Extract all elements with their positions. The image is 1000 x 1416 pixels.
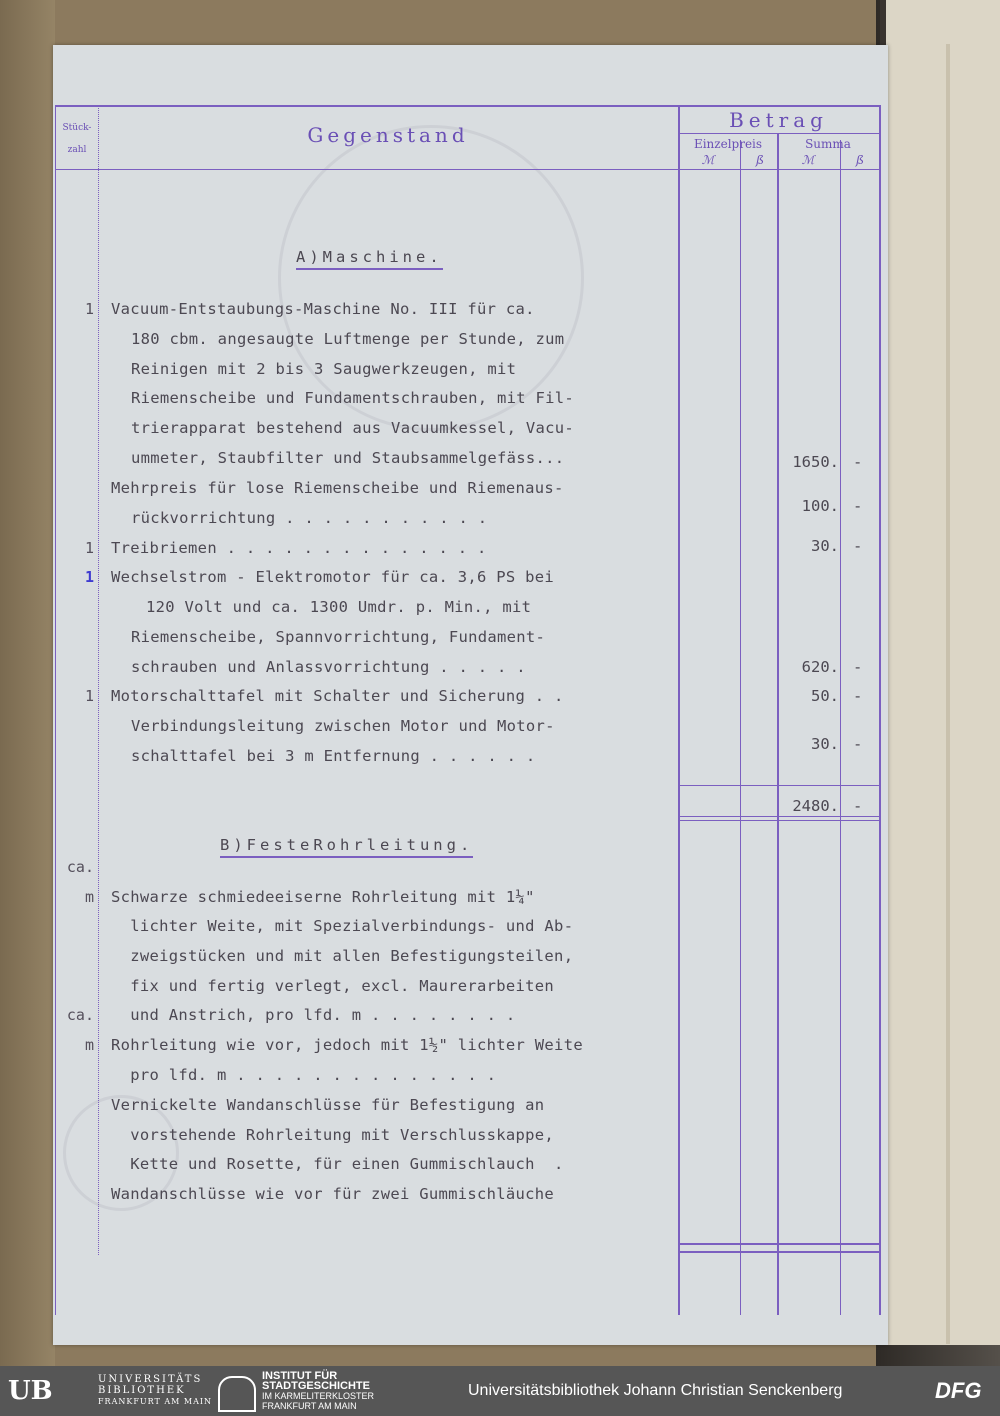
bottom-rule-1 <box>678 1243 879 1245</box>
quantity-label: ca. <box>66 858 94 876</box>
item-line: pro lfd. m . . . . . . . . . . . . . . <box>111 1066 497 1084</box>
item-sum-pfennig: - <box>853 497 863 515</box>
item-sum-pfennig: - <box>853 453 863 471</box>
pfennig-unit-label: ß <box>755 153 764 167</box>
item-line: Riemenscheibe und Fundamentschrauben, mit Fil- <box>131 389 575 407</box>
item-line: Schwarze schmiedeeiserne Rohrleitung mit 1¼" <box>111 888 535 906</box>
item-sum: 50. <box>811 687 839 705</box>
item-quantity: 1 <box>84 539 94 557</box>
item-line: Riemenscheibe, Spannvorrichtung, Fundament- <box>131 628 546 646</box>
ub-text: UNIVERSITÄTS BIBLIOTHEK FRANKFURT AM MAIN <box>98 1374 213 1406</box>
background-left <box>0 0 55 1366</box>
isg-text: INSTITUT FÜR STADTGESCHICHTE IM KARMELITERKLOSTER FRANKFURT AM MAIN <box>262 1370 375 1411</box>
subtotal-rule <box>678 785 879 786</box>
item-line: Verbindungsleitung zwischen Motor und Motor- <box>131 717 555 735</box>
item-line: Vernickelte Wandanschlüsse für Befestigung an <box>111 1096 545 1114</box>
footer-bar <box>0 1366 1000 1416</box>
einzelpreis-header: Einzelpreis <box>693 137 763 151</box>
underlying-sheet <box>880 0 1000 1345</box>
item-sum-pfennig: - <box>853 537 863 555</box>
table-left-border <box>55 105 56 1315</box>
betrag-header: Betrag <box>729 108 828 132</box>
section-a-total-pfennig: - <box>853 797 863 815</box>
library-credit: Universitätsbibliothek Johann Christian Senckenberg <box>468 1382 843 1399</box>
item-line: Vacuum-Entstaubungs-Maschine No. III für ca. <box>111 300 535 318</box>
item-line: zweigstücken und mit allen Befestigungsteilen, <box>111 947 574 965</box>
item-line: Wandanschlüsse wie vor für zwei Gummischläuche <box>111 1185 555 1203</box>
item-line: schrauben und Anlassvorrichtung . . . . . <box>131 658 526 676</box>
faded-stamp <box>278 125 584 431</box>
item-sum: 30. <box>811 537 839 555</box>
invoice-page <box>53 45 888 1345</box>
pf2-column-border <box>840 140 841 1315</box>
item-line: ummeter, Staubfilter und Staubsammelgefäss... <box>131 449 565 467</box>
item-line: Motorschalttafel mit Schalter und Sicherung . . <box>111 687 564 705</box>
total-rule-1 <box>678 816 879 817</box>
item-sum: 620. <box>801 658 839 676</box>
item-sum: 30. <box>811 735 839 753</box>
item-sum: 100. <box>801 497 839 515</box>
quantity-label: m <box>84 888 94 906</box>
summa-header: Summa <box>805 137 851 151</box>
qty-column-header: Stück- zahl <box>62 123 92 155</box>
item-sum: 1650. <box>792 453 839 471</box>
table-right-border <box>879 105 881 1315</box>
quantity-label: ca. <box>66 1006 94 1024</box>
isg-logo-icon <box>218 1376 256 1412</box>
mark-unit-label: ℳ <box>801 153 815 167</box>
qty-column-border <box>98 105 99 1255</box>
quantity-label: m <box>84 1036 94 1054</box>
mark-unit-label: ℳ <box>701 153 715 167</box>
total-rule-2 <box>678 820 879 821</box>
section-a-total: 2480. <box>792 797 839 815</box>
item-sum-pfennig: - <box>853 735 863 753</box>
item-quantity: 1 <box>84 687 94 705</box>
item-line: rückvorrichtung . . . . . . . . . . . <box>131 509 488 527</box>
price-column-border <box>678 105 680 1315</box>
item-line: vorstehende Rohrleitung mit Verschlusskappe, <box>111 1126 555 1144</box>
item-line: 120 Volt und ca. 1300 Umdr. p. Min., mit <box>146 598 532 616</box>
item-line: Reinigen mit 2 bis 3 Saugwerkzeugen, mit <box>131 360 517 378</box>
item-line: Wechselstrom - Elektromotor für ca. 3,6 PS bei <box>111 568 555 586</box>
pfennig-unit-label: ß <box>855 153 864 167</box>
pf-column-border <box>740 140 741 1315</box>
ub-logo: UB <box>8 1376 53 1406</box>
section-a-title: A)Maschine. <box>296 248 443 270</box>
item-quantity: 1 <box>84 568 94 586</box>
item-line: Treibriemen . . . . . . . . . . . . . . <box>111 539 487 557</box>
dfg-logo: DFG <box>935 1378 982 1403</box>
section-b-title: B)FesteRohrleitung. <box>220 836 473 858</box>
table-top-rule <box>55 105 881 107</box>
item-line: Kette und Rosette, für einen Gummischlauch . <box>111 1155 564 1173</box>
header-bottom-rule <box>55 169 881 170</box>
item-line: und Anstrich, pro lfd. m . . . . . . . . <box>111 1006 516 1024</box>
item-sum-pfennig: - <box>853 658 863 676</box>
item-line: fix und fertig verlegt, excl. Maurerarbeiten <box>111 977 555 995</box>
item-line: trierapparat bestehend aus Vacuumkessel, Vacu- <box>131 419 575 437</box>
item-line: 180 cbm. angesaugte Luftmenge per Stunde, zum <box>131 330 565 348</box>
item-sum-pfennig: - <box>853 687 863 705</box>
item-line: lichter Weite, mit Spezialverbindungs- und Ab- <box>111 917 574 935</box>
item-quantity: 1 <box>84 300 94 318</box>
summa-column-border <box>777 133 779 1315</box>
item-line: Mehrpreis für lose Riemenscheibe und Riemenaus- <box>111 479 564 497</box>
item-column-header: Gegenstand <box>307 123 469 147</box>
item-line: schalttafel bei 3 m Entfernung . . . . . . <box>131 747 536 765</box>
item-line: Rohrleitung wie vor, jedoch mit 1½" lichter Weite <box>111 1036 583 1054</box>
bottom-rule-2 <box>678 1251 879 1253</box>
